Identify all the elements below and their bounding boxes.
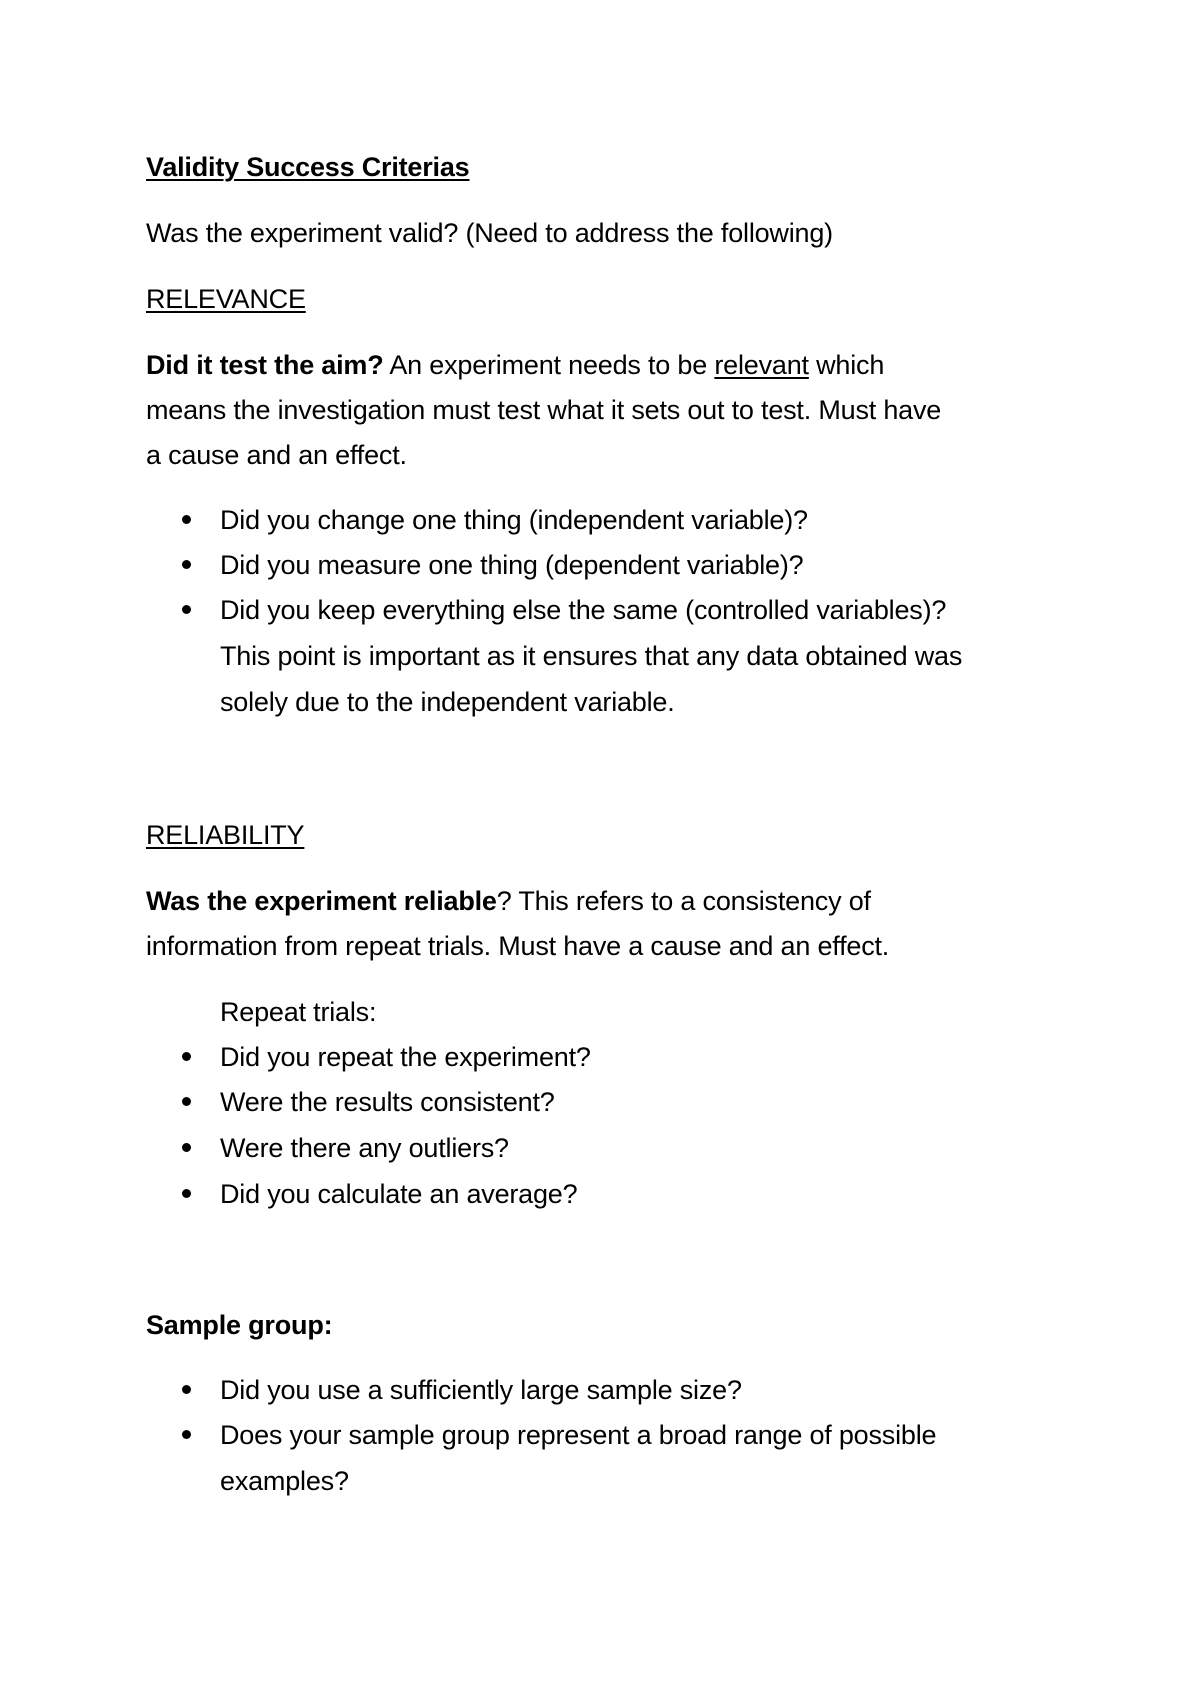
bullet-icon [182,1430,191,1439]
list-item-text: Did you use a sufficiently large sample size? [220,1375,742,1405]
bullet-icon [182,605,191,614]
relevance-question: Did it test the aim? [146,350,384,380]
reliability-heading: RELIABILITY [146,820,305,850]
reliability-paragraph-line-2: information from repeat trials. Must have a cause and an effect. [146,931,890,961]
list-item-text: Does your sample group represent a broad range of possible [220,1420,937,1450]
list-item-text: Were there any outliers? [220,1133,509,1163]
list-item-continuation: This point is important as it ensures that any data obtained was [220,641,963,671]
relevant-underlined-word: relevant [714,350,809,380]
list-item-text: Did you measure one thing (dependent variable)? [220,550,804,580]
bullet-icon [182,560,191,569]
relevance-paragraph-line-1 [146,348,884,382]
list-item-continuation: examples? [220,1466,349,1496]
relevance-heading: RELEVANCE [146,284,306,314]
reliability-text-part-1: ? This refers to a consistency of [496,886,871,916]
relevance-paragraph-line-2: means the investigation must test what it sets out to test. Must have [146,395,942,425]
document-title: Validity Success Criterias [146,152,470,182]
relevance-text-part-2: which [808,350,885,380]
bullet-icon [182,1385,191,1394]
list-item-text: Did you repeat the experiment? [220,1042,591,1072]
intro-text: Was the experiment valid? (Need to address the following) [146,218,833,248]
list-item-text: Did you calculate an average? [220,1179,578,1209]
relevance-paragraph-line-3: a cause and an effect. [146,440,407,470]
reliability-question: Was the experiment reliable [146,886,497,916]
bullet-icon [182,1097,191,1106]
list-item-text: Were the results consistent? [220,1087,555,1117]
bullet-icon [182,515,191,524]
bullet-icon [182,1143,191,1152]
bullet-icon [182,1189,191,1198]
list-item-text: Did you change one thing (independent variable)? [220,505,808,535]
sample-group-heading: Sample group: [146,1310,333,1340]
list-item-text: Did you keep everything else the same (controlled variables)? [220,595,947,625]
relevance-text-part-1: An experiment needs to be [383,350,715,380]
reliability-paragraph-line-1 [146,884,871,918]
repeat-trials-label: Repeat trials: [220,997,377,1027]
bullet-icon [182,1052,191,1061]
list-item-continuation: solely due to the independent variable. [220,687,675,717]
